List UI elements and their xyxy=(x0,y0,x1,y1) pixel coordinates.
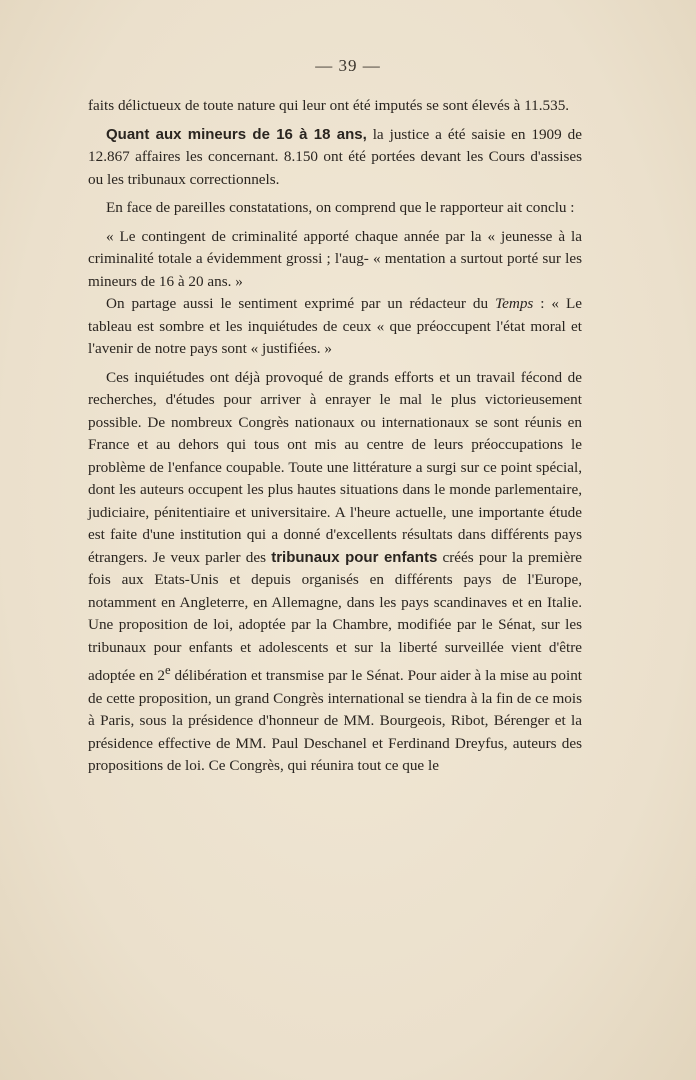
paragraph-5-text-a: On partage aussi le sentiment exprimé par un rédacteur du xyxy=(106,295,496,312)
paragraph-6-text-c: délibération et transmise par le Sénat. Pour aider à la mise au point de cette proposition, un grand Congrès international se tiendra à la fin de ce mois à Paris, sous la présidence d'honneur de MM. Bourgeois, Ribot, Bérenger et la présidence effective de MM. Paul Deschanel et Ferdinand Dreyfus, auteurs des propositions de loi. Ce Congrès, qui réunira tout ce que le xyxy=(88,667,583,775)
paragraph-3: En face de pareilles constatations, on comprend que le rapporteur ait conclu : xyxy=(106,199,575,216)
paragraph-1: faits délictueux de toute nature qui leur ont été imputés se sont élevés à 11.535. xyxy=(88,97,570,114)
paragraph-2-text: la justice a été saisie en 1909 de 12.867 affaires les concernant. 8.150 ont été portées devant les Cours d'assises ou les tribunaux correctionnels. xyxy=(88,125,582,188)
quotation-1: « Le contingent de criminalité apporté chaque année par la « jeunesse à la criminalité totale a évidemment grossi ; l'aug- « mentation a surtout porté sur les mineurs de 16 à 20 ans. » xyxy=(88,227,582,290)
emphasis-tribunaux: tribunaux pour enfants xyxy=(271,548,438,566)
paragraph-6-text-b: créés pour la première fois aux Etats-Unis et depuis organisés en différents pays de l'Europe, notamment en Angleterre, en Allemagne, dans les pays scandinaves et en Italie. Une proposition de loi, adoptée par la Chambre, modifiée par le Sénat, sur les tribunaux pour enfants et adolescents et sur la liberté surveillée vient d'être adoptée en xyxy=(88,548,582,685)
paragraph-5 xyxy=(88,293,582,361)
page-number: — 39 — xyxy=(315,56,381,75)
newspaper-title: Temps xyxy=(495,295,534,312)
body-text xyxy=(88,95,582,778)
paragraph-6-text-a: Ces inquiétudes ont déjà provoqué de grands efforts et un travail fécond de recherches, d'études pour arriver à enrayer le mal le plus victorieusement possible. De nombreux Congrès nationaux ou internationaux se sont réunis en France et au dehors qui tous ont mis au centre de leurs préoccupations le problème de l'enfance coupable. Toute une littérature a surgi sur ce point spécial, dont les auteurs occupent les plus hautes situations dans le monde parlementaire, judiciaire, pénitentiaire et universitaire. A l'heure actuelle, une importante étude est faite d'une institution qui a donné d'excellents résultats dans différents pays étrangers. Je veux parler des xyxy=(88,368,582,566)
ordinal-number: 2 xyxy=(157,667,165,685)
paragraph-6 xyxy=(88,367,582,778)
emphasis-minors: Quant aux mineurs de 16 à 18 ans, xyxy=(106,125,367,143)
ordinal-suffix: e xyxy=(164,663,171,677)
paragraph-2 xyxy=(88,124,582,192)
paragraph-5-text-b: : « Le tableau est sombre et les inquiétudes de ceux « que préoccupent l'état moral et l'avenir de notre pays sont « justifiées. » xyxy=(88,295,582,357)
